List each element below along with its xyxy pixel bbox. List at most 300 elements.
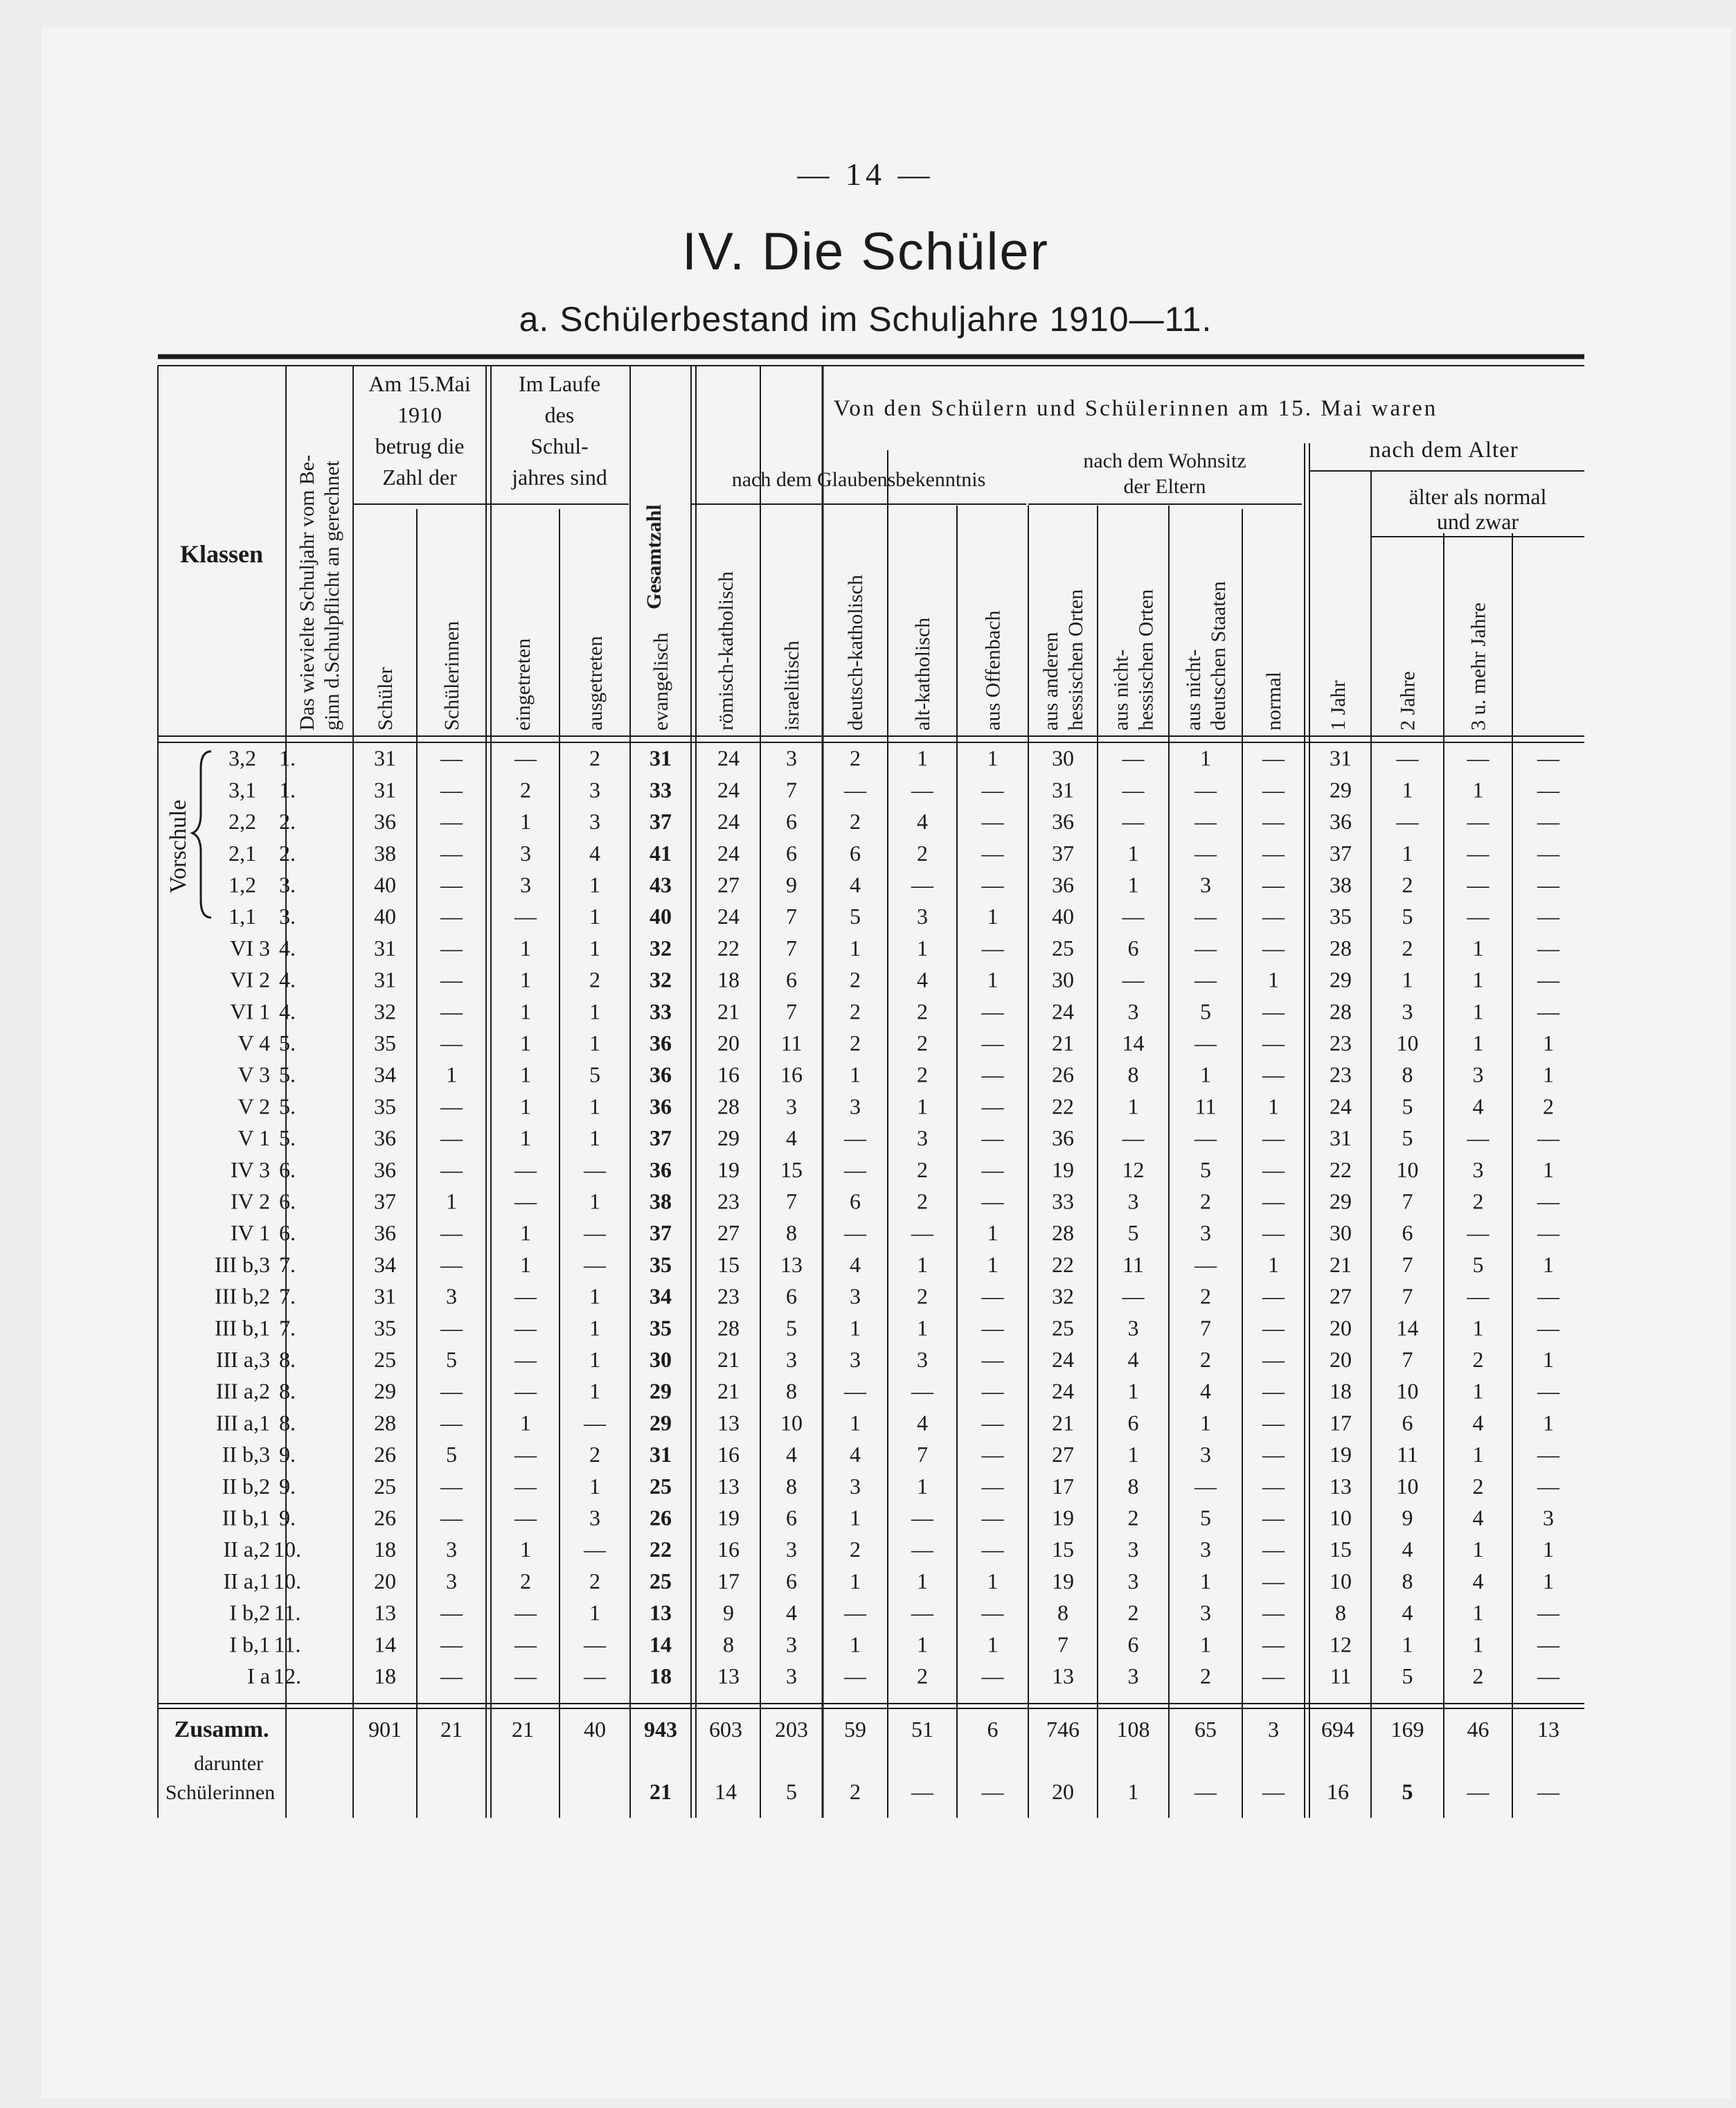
row-value: 1 bbox=[1472, 967, 1484, 992]
row-value: 2 bbox=[917, 1030, 928, 1055]
row-value: 10 bbox=[1330, 1568, 1352, 1593]
row-class: III a,3 bbox=[215, 1347, 270, 1372]
row-value: 11 bbox=[780, 1030, 803, 1055]
row-value: — bbox=[981, 1378, 1004, 1404]
row-value: — bbox=[844, 1125, 866, 1151]
row-value: — bbox=[440, 967, 463, 992]
row-value: 1 bbox=[589, 935, 600, 961]
row-value: 3 bbox=[589, 1505, 600, 1530]
row-value: 35 bbox=[374, 1093, 396, 1119]
section-title: IV. Die Schüler bbox=[682, 222, 1049, 281]
row-value: 26 bbox=[650, 1505, 672, 1530]
row-value: 34 bbox=[374, 1251, 396, 1277]
row-value: 6 bbox=[850, 1188, 861, 1214]
column-label: hessischen Orten bbox=[1134, 589, 1158, 731]
girls-value: — bbox=[1262, 1779, 1285, 1804]
totals-value: 51 bbox=[911, 1717, 933, 1742]
row-value: 13 bbox=[717, 1410, 740, 1436]
row-value: — bbox=[514, 1347, 537, 1372]
row-value: — bbox=[1537, 967, 1559, 992]
row-value: 35 bbox=[650, 1315, 672, 1341]
row-value: — bbox=[1537, 1283, 1559, 1309]
row-value: 40 bbox=[1052, 904, 1074, 929]
row-schuljahr: 9. bbox=[279, 1442, 296, 1467]
row-value: — bbox=[514, 1378, 537, 1404]
row-value: 15 bbox=[1052, 1537, 1074, 1562]
row-value: 5 bbox=[1200, 999, 1211, 1024]
row-value: 23 bbox=[717, 1188, 740, 1214]
row-value: 31 bbox=[374, 777, 396, 803]
row-value: — bbox=[981, 1600, 1004, 1625]
row-value: 4 bbox=[917, 967, 928, 992]
row-value: 6 bbox=[786, 967, 797, 992]
row-value: 18 bbox=[717, 967, 740, 992]
row-value: 25 bbox=[1052, 1315, 1074, 1341]
row-class: II a,1 bbox=[223, 1568, 270, 1593]
row-value: — bbox=[1262, 999, 1285, 1024]
row-value: 1 bbox=[520, 967, 531, 992]
row-value: — bbox=[584, 1156, 606, 1182]
wohnsitz-header: der Eltern bbox=[1123, 475, 1206, 498]
row-value: 1 bbox=[520, 1251, 531, 1277]
row-value: — bbox=[981, 1062, 1004, 1087]
row-value: 35 bbox=[374, 1315, 396, 1341]
row-value: 35 bbox=[650, 1251, 672, 1277]
totals-value: 13 bbox=[1537, 1717, 1559, 1742]
row-value: — bbox=[981, 840, 1004, 866]
row-value: 1 bbox=[1543, 1156, 1554, 1182]
row-value: — bbox=[1262, 1188, 1285, 1214]
row-value: 27 bbox=[1330, 1283, 1352, 1309]
girls-value: 5 bbox=[786, 1779, 797, 1804]
column-label: eingetreten bbox=[512, 638, 535, 731]
row-value: 32 bbox=[374, 999, 396, 1024]
row-value: 1 bbox=[1127, 1093, 1139, 1119]
row-value: 4 bbox=[1472, 1410, 1484, 1436]
row-value: 35 bbox=[1330, 904, 1352, 929]
row-value: — bbox=[1262, 1315, 1285, 1341]
row-schuljahr: 5. bbox=[279, 1030, 296, 1055]
row-value: — bbox=[1262, 840, 1285, 866]
girls-value: — bbox=[1467, 1779, 1489, 1804]
row-value: 1 bbox=[1127, 840, 1139, 866]
alter-header: nach dem Alter bbox=[1369, 438, 1519, 463]
row-value: 2 bbox=[1200, 1188, 1211, 1214]
row-value: — bbox=[514, 1442, 537, 1467]
aelter-header: und zwar bbox=[1436, 509, 1519, 534]
row-value: 7 bbox=[917, 1442, 928, 1467]
row-value: — bbox=[1262, 1568, 1285, 1593]
row-value: 2 bbox=[589, 967, 600, 992]
row-value: 38 bbox=[650, 1188, 672, 1214]
row-value: 21 bbox=[1330, 1251, 1352, 1277]
row-value: 1 bbox=[1472, 1378, 1484, 1404]
row-value: 30 bbox=[1330, 1220, 1352, 1246]
row-value: 2 bbox=[1472, 1473, 1484, 1499]
row-value: 38 bbox=[374, 840, 396, 866]
row-value: — bbox=[1537, 1188, 1559, 1214]
row-value: 24 bbox=[1330, 1093, 1352, 1119]
row-value: 3 bbox=[1543, 1505, 1554, 1530]
row-class: VI 2 bbox=[230, 967, 270, 992]
row-schuljahr: 6. bbox=[279, 1220, 296, 1246]
row-value: — bbox=[1467, 1283, 1489, 1309]
row-value: 1 bbox=[917, 1251, 928, 1277]
girls-value: 21 bbox=[650, 1779, 672, 1804]
row-value: 36 bbox=[374, 809, 396, 834]
row-value: 5 bbox=[589, 1062, 600, 1087]
row-value: 12 bbox=[1330, 1632, 1352, 1657]
row-value: 1 bbox=[589, 872, 600, 897]
row-value: 2 bbox=[1200, 1347, 1211, 1372]
totals-value: 21 bbox=[512, 1717, 534, 1742]
row-value: 1 bbox=[589, 1125, 600, 1151]
row-value: 1 bbox=[1127, 1442, 1139, 1467]
row-value: — bbox=[440, 1093, 463, 1119]
row-value: — bbox=[981, 1125, 1004, 1151]
row-class: I b,2 bbox=[229, 1600, 270, 1625]
row-value: 29 bbox=[1330, 967, 1352, 992]
girls-value: — bbox=[1537, 1779, 1559, 1804]
row-value: 1 bbox=[589, 1600, 600, 1625]
row-value: 28 bbox=[1330, 935, 1352, 961]
row-value: 1 bbox=[850, 1505, 861, 1530]
row-value: 2 bbox=[589, 1568, 600, 1593]
row-value: 1 bbox=[917, 1632, 928, 1657]
row-value: 19 bbox=[717, 1156, 740, 1182]
row-value: 1 bbox=[1543, 1062, 1554, 1087]
row-value: 36 bbox=[650, 1062, 672, 1087]
totals-value: 169 bbox=[1390, 1717, 1424, 1742]
row-value: — bbox=[514, 1188, 537, 1214]
row-value: 32 bbox=[1052, 1283, 1074, 1309]
row-value: 22 bbox=[1052, 1093, 1074, 1119]
row-value: 3 bbox=[1402, 999, 1413, 1024]
row-value: — bbox=[1467, 809, 1489, 834]
totals-value: 603 bbox=[709, 1717, 742, 1742]
row-value: — bbox=[1262, 1378, 1285, 1404]
row-value: — bbox=[1262, 904, 1285, 929]
row-value: 13 bbox=[1052, 1663, 1074, 1688]
row-value: — bbox=[1537, 1378, 1559, 1404]
row-value: 17 bbox=[717, 1568, 740, 1593]
girls-value: 16 bbox=[1327, 1779, 1349, 1804]
row-value: 2 bbox=[850, 1537, 861, 1562]
row-value: 1 bbox=[987, 967, 999, 992]
row-value: 31 bbox=[650, 745, 672, 771]
row-schuljahr: 6. bbox=[279, 1156, 296, 1182]
column-label: deutsch-katholisch bbox=[844, 575, 867, 731]
row-schuljahr: 4. bbox=[279, 967, 296, 992]
row-value: 3 bbox=[786, 745, 797, 771]
row-value: 5 bbox=[1472, 1251, 1484, 1277]
row-value: 29 bbox=[717, 1125, 740, 1151]
row-class: V 3 bbox=[238, 1062, 270, 1087]
row-value: 37 bbox=[1330, 840, 1352, 866]
row-schuljahr: 11. bbox=[274, 1600, 301, 1625]
row-value: 36 bbox=[374, 1156, 396, 1182]
row-value: 1 bbox=[1472, 777, 1484, 803]
row-value: — bbox=[514, 1315, 537, 1341]
row-value: — bbox=[1537, 1220, 1559, 1246]
row-value: 1 bbox=[1200, 1568, 1211, 1593]
row-value: 10 bbox=[1396, 1473, 1419, 1499]
row-value: — bbox=[981, 935, 1004, 961]
row-value: 1 bbox=[589, 1188, 600, 1214]
row-value: — bbox=[911, 1600, 933, 1625]
row-value: 40 bbox=[374, 872, 396, 897]
row-value: 1 bbox=[1543, 1347, 1554, 1372]
row-value: 15 bbox=[1330, 1537, 1352, 1562]
row-value: — bbox=[981, 872, 1004, 897]
row-value: 3 bbox=[1200, 1442, 1211, 1467]
row-value: 31 bbox=[1330, 1125, 1352, 1151]
row-value: 4 bbox=[917, 1410, 928, 1436]
row-value: — bbox=[981, 1347, 1004, 1372]
row-value: 15 bbox=[780, 1156, 803, 1182]
girls-value: 2 bbox=[850, 1779, 861, 1804]
row-value: — bbox=[440, 1251, 463, 1277]
row-value: 1 bbox=[987, 1568, 999, 1593]
row-value: — bbox=[1467, 1220, 1489, 1246]
row-value: 11 bbox=[1397, 1442, 1418, 1467]
row-value: 37 bbox=[650, 1125, 672, 1151]
row-value: — bbox=[1396, 809, 1419, 834]
row-value: 7 bbox=[1200, 1315, 1211, 1341]
row-value: — bbox=[981, 809, 1004, 834]
row-value: 6 bbox=[786, 1283, 797, 1309]
row-value: 24 bbox=[717, 809, 740, 834]
row-value: 20 bbox=[1330, 1315, 1352, 1341]
row-value: 1 bbox=[1127, 1378, 1139, 1404]
am-mai-header: betrug die bbox=[375, 434, 465, 458]
row-value: 24 bbox=[1052, 999, 1074, 1024]
row-value: 29 bbox=[650, 1410, 672, 1436]
schuljahr-header: Das wievielte Schuljahr vom Be- bbox=[296, 454, 319, 731]
row-value: 4 bbox=[1200, 1378, 1211, 1404]
totals-value: 46 bbox=[1467, 1717, 1489, 1742]
row-schuljahr: 4. bbox=[279, 935, 296, 961]
row-value: 1 bbox=[520, 1220, 531, 1246]
row-value: 6 bbox=[1402, 1410, 1413, 1436]
row-value: 32 bbox=[650, 935, 672, 961]
row-value: 18 bbox=[374, 1663, 396, 1688]
row-value: 1 bbox=[520, 999, 531, 1024]
row-value: 3 bbox=[1127, 1188, 1139, 1214]
row-class: I b,1 bbox=[229, 1632, 270, 1657]
row-value: — bbox=[440, 1410, 463, 1436]
vorschule-label: Vorschule bbox=[165, 799, 191, 893]
row-value: — bbox=[1537, 1125, 1559, 1151]
row-value: — bbox=[1262, 1537, 1285, 1562]
row-value: 8 bbox=[1402, 1062, 1413, 1087]
row-value: 16 bbox=[780, 1062, 803, 1087]
row-value: 1 bbox=[1543, 1251, 1554, 1277]
row-value: — bbox=[981, 1156, 1004, 1182]
row-value: 19 bbox=[1052, 1156, 1074, 1182]
row-value: — bbox=[440, 1505, 463, 1530]
girls-value: — bbox=[981, 1779, 1004, 1804]
row-value: 1 bbox=[1402, 1632, 1413, 1657]
row-value: 13 bbox=[374, 1600, 396, 1625]
row-value: 43 bbox=[650, 872, 672, 897]
row-schuljahr: 3. bbox=[279, 872, 296, 897]
row-value: 12 bbox=[1122, 1156, 1145, 1182]
row-value: — bbox=[440, 745, 463, 771]
row-value: 3 bbox=[786, 1632, 797, 1657]
row-value: — bbox=[1537, 745, 1559, 771]
row-value: 31 bbox=[1052, 777, 1074, 803]
row-value: 17 bbox=[1330, 1410, 1352, 1436]
row-value: 22 bbox=[1330, 1156, 1352, 1182]
row-value: 1 bbox=[1402, 777, 1413, 803]
row-value: — bbox=[1537, 840, 1559, 866]
girls-value: 1 bbox=[1127, 1779, 1139, 1804]
row-value: 13 bbox=[780, 1251, 803, 1277]
girls-value: 5 bbox=[1402, 1779, 1413, 1804]
row-value: 21 bbox=[1052, 1030, 1074, 1055]
row-value: 2 bbox=[1472, 1347, 1484, 1372]
row-value: 2 bbox=[850, 967, 861, 992]
row-value: 1 bbox=[520, 1093, 531, 1119]
row-value: 11 bbox=[1330, 1663, 1352, 1688]
row-value: 3 bbox=[520, 872, 531, 897]
column-label: hessischen Orten bbox=[1064, 589, 1087, 731]
row-value: — bbox=[1194, 1473, 1217, 1499]
row-value: 8 bbox=[1057, 1600, 1068, 1625]
row-value: 7 bbox=[1402, 1251, 1413, 1277]
row-value: 4 bbox=[917, 809, 928, 834]
row-value: 19 bbox=[1052, 1505, 1074, 1530]
row-value: 25 bbox=[650, 1473, 672, 1499]
row-value: 6 bbox=[1127, 1632, 1139, 1657]
row-schuljahr: 8. bbox=[279, 1347, 296, 1372]
column-label: normal bbox=[1262, 672, 1285, 731]
row-value: 2 bbox=[850, 809, 861, 834]
row-value: 3 bbox=[446, 1537, 457, 1562]
row-value: — bbox=[440, 1473, 463, 1499]
row-value: 13 bbox=[717, 1473, 740, 1499]
row-value: — bbox=[514, 1283, 537, 1309]
row-value: — bbox=[1194, 777, 1217, 803]
row-value: 6 bbox=[786, 1568, 797, 1593]
row-value: 5 bbox=[1127, 1220, 1139, 1246]
row-value: 20 bbox=[374, 1568, 396, 1593]
row-value: 3 bbox=[917, 1125, 928, 1151]
row-schuljahr: 5. bbox=[279, 1062, 296, 1087]
totals-value: 901 bbox=[368, 1717, 402, 1742]
row-value: — bbox=[584, 1410, 606, 1436]
row-value: — bbox=[1194, 904, 1217, 929]
row-value: 1 bbox=[1200, 1632, 1211, 1657]
row-value: 15 bbox=[717, 1251, 740, 1277]
row-value: — bbox=[440, 1125, 463, 1151]
row-value: 7 bbox=[1402, 1347, 1413, 1372]
row-value: 3 bbox=[850, 1283, 861, 1309]
row-value: 24 bbox=[1052, 1347, 1074, 1372]
row-value: 1 bbox=[589, 1347, 600, 1372]
row-value: 24 bbox=[717, 777, 740, 803]
row-value: 13 bbox=[717, 1663, 740, 1688]
girls-value: 20 bbox=[1052, 1779, 1074, 1804]
row-value: 3 bbox=[917, 1347, 928, 1372]
row-value: — bbox=[514, 1505, 537, 1530]
row-value: 9 bbox=[723, 1600, 734, 1625]
row-value: 1 bbox=[589, 999, 600, 1024]
row-value: 6 bbox=[1402, 1220, 1413, 1246]
row-class: V 1 bbox=[238, 1125, 270, 1151]
row-value: 1 bbox=[1472, 999, 1484, 1024]
row-value: 8 bbox=[1335, 1600, 1346, 1625]
row-value: 1 bbox=[917, 1473, 928, 1499]
row-value: — bbox=[981, 1663, 1004, 1688]
row-value: — bbox=[440, 904, 463, 929]
row-value: 38 bbox=[1330, 872, 1352, 897]
row-value: 4 bbox=[1402, 1600, 1413, 1625]
row-value: — bbox=[911, 1220, 933, 1246]
row-value: — bbox=[1467, 904, 1489, 929]
row-value: 10 bbox=[1396, 1156, 1419, 1182]
row-value: 6 bbox=[1127, 1410, 1139, 1436]
row-value: — bbox=[440, 999, 463, 1024]
row-value: 25 bbox=[374, 1347, 396, 1372]
girls-label: darunter bbox=[194, 1752, 263, 1775]
row-value: 21 bbox=[717, 1347, 740, 1372]
row-value: 31 bbox=[1330, 745, 1352, 771]
row-value: 31 bbox=[374, 1283, 396, 1309]
row-value: — bbox=[1396, 745, 1419, 771]
row-value: — bbox=[584, 1663, 606, 1688]
row-value: 1 bbox=[1543, 1537, 1554, 1562]
gesamtzahl-header: Gesamtzahl bbox=[643, 504, 665, 609]
row-value: 4 bbox=[1472, 1505, 1484, 1530]
table-subtitle: a. Schülerbestand im Schuljahre 1910—11. bbox=[519, 300, 1212, 339]
aelter-header: älter als normal bbox=[1408, 484, 1547, 509]
row-value: 22 bbox=[650, 1537, 672, 1562]
row-value: 27 bbox=[717, 1220, 740, 1246]
girls-value: — bbox=[911, 1779, 933, 1804]
row-value: 31 bbox=[374, 745, 396, 771]
row-value: — bbox=[981, 1283, 1004, 1309]
row-value: 7 bbox=[786, 999, 797, 1024]
row-value: — bbox=[981, 1505, 1004, 1530]
row-value: 1 bbox=[987, 904, 999, 929]
row-class: II b,2 bbox=[222, 1473, 270, 1499]
row-value: 26 bbox=[374, 1505, 396, 1530]
row-value: — bbox=[584, 1537, 606, 1562]
row-schuljahr: 9. bbox=[279, 1505, 296, 1530]
row-value: 6 bbox=[786, 1505, 797, 1530]
row-value: 5 bbox=[1402, 1093, 1413, 1119]
row-value: 36 bbox=[650, 1093, 672, 1119]
row-value: — bbox=[1537, 1600, 1559, 1625]
row-value: — bbox=[1262, 1410, 1285, 1436]
row-value: 31 bbox=[374, 967, 396, 992]
row-value: — bbox=[844, 1663, 866, 1688]
row-value: 2 bbox=[850, 999, 861, 1024]
row-value: 37 bbox=[1052, 840, 1074, 866]
row-value: 13 bbox=[650, 1600, 672, 1625]
row-value: 36 bbox=[374, 1125, 396, 1151]
row-value: 2 bbox=[917, 999, 928, 1024]
row-schuljahr: 1. bbox=[279, 777, 296, 803]
row-value: 1 bbox=[520, 1030, 531, 1055]
row-value: — bbox=[844, 1600, 866, 1625]
im-laufe-header: des bbox=[544, 402, 575, 427]
row-value: — bbox=[514, 745, 537, 771]
row-value: 29 bbox=[374, 1378, 396, 1404]
row-value: 3 bbox=[1200, 1537, 1211, 1562]
